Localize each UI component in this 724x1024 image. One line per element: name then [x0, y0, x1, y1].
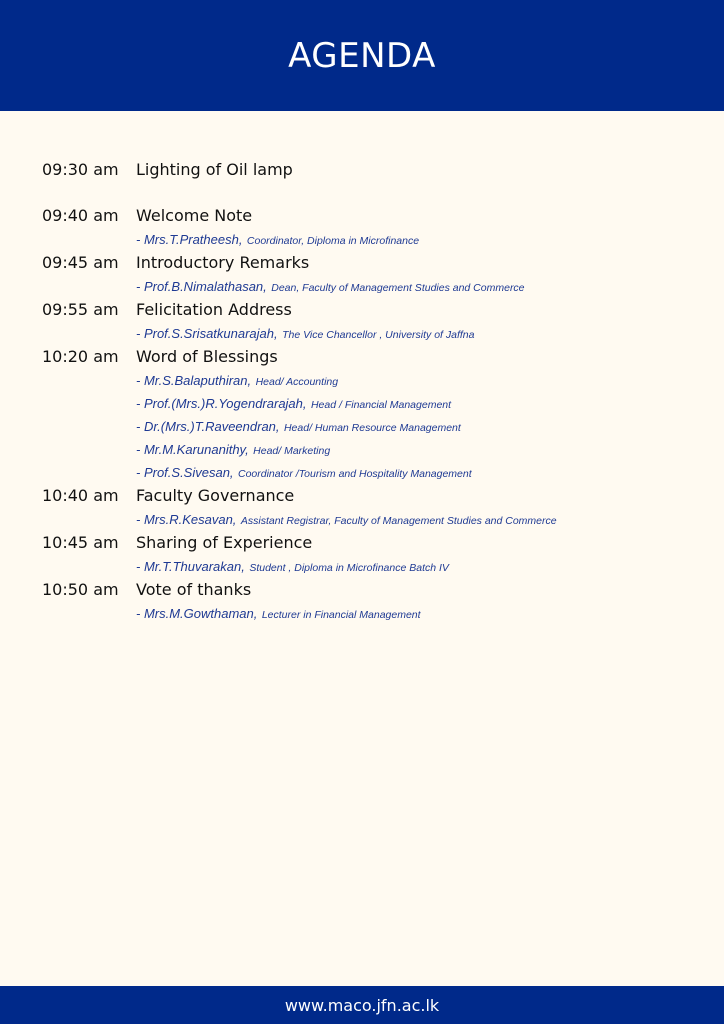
speaker-role: Lecturer in Financial Management [261, 609, 421, 621]
agenda-title: Felicitation Address [136, 300, 292, 319]
footer-banner [0, 986, 724, 1024]
agenda-item [42, 158, 682, 182]
agenda-time: 10:20 am [42, 347, 119, 366]
agenda-item [42, 531, 682, 578]
speaker-name: - Dr.(Mrs.)T.Raveendran, [136, 419, 280, 434]
speaker-role: The Vice Chancellor , University of Jaffna [282, 329, 475, 341]
speaker-name: - Prof.S.Srisatkunarajah, [136, 326, 278, 341]
speaker-name: - Mrs.M.Gowthaman, [136, 606, 258, 621]
speaker-name: - Mrs.T.Pratheesh, [136, 232, 243, 247]
speaker-line [136, 369, 682, 392]
speaker-role: Head/ Human Resource Management [283, 422, 461, 434]
speaker-line [136, 602, 682, 625]
agenda-title: Introductory Remarks [136, 253, 310, 272]
agenda-title: Word of Blessings [136, 347, 278, 366]
agenda-time: 09:30 am [42, 160, 119, 179]
speaker-role: Assistant Registrar, Faculty of Management Studies and Commerce [240, 515, 557, 527]
speaker-role: Head/ Marketing [253, 445, 331, 457]
speaker-name: - Prof.(Mrs.)R.Yogendrarajah, [136, 396, 307, 411]
speaker-line [136, 228, 682, 251]
agenda-title: Sharing of Experience [136, 533, 313, 552]
speaker-line [136, 508, 682, 531]
agenda-title: Vote of thanks [136, 580, 252, 599]
speaker-role: Head / Financial Management [310, 399, 452, 411]
speaker-line [136, 392, 682, 415]
speaker-role: Coordinator /Tourism and Hospitality Management [238, 468, 472, 480]
agenda-time: 09:40 am [42, 206, 119, 225]
header-banner [0, 0, 724, 111]
agenda-item [42, 251, 682, 298]
speaker-line [136, 555, 682, 578]
agenda-item [42, 345, 682, 484]
agenda-time: 10:45 am [42, 533, 119, 552]
agenda-time: 10:40 am [42, 486, 119, 505]
agenda-time: 10:50 am [42, 580, 119, 599]
website-url: www.maco.jfn.ac.lk [284, 995, 440, 1015]
speaker-name: - Mr.T.Thuvarakan, [136, 559, 245, 574]
agenda-item [42, 204, 682, 251]
agenda-title: Lighting of Oil lamp [136, 160, 293, 179]
speaker-line [136, 322, 682, 345]
agenda-item [42, 298, 682, 345]
speaker-name: - Prof.B.Nimalathasan, [136, 279, 267, 294]
speaker-role: Coordinator, Diploma in Microfinance [246, 235, 420, 247]
speaker-name: - Prof.S.Sivesan, [136, 465, 234, 480]
speaker-name: - Mrs.R.Kesavan, [136, 512, 237, 527]
agenda-list [42, 158, 682, 625]
speaker-line [136, 415, 682, 438]
agenda-item [42, 484, 682, 531]
page-title: AGENDA [288, 35, 436, 76]
agenda-title: Faculty Governance [136, 486, 295, 505]
speaker-name: - Mr.S.Balaputhiran, [136, 373, 252, 388]
agenda-time: 09:55 am [42, 300, 119, 319]
speaker-role: Student , Diploma in Microfinance Batch IV [249, 562, 449, 574]
speaker-line [136, 275, 682, 298]
speaker-role: Head/ Accounting [255, 376, 339, 388]
speaker-line [136, 461, 682, 484]
speaker-line [136, 438, 682, 461]
agenda-time: 09:45 am [42, 253, 119, 272]
speaker-role: Dean, Faculty of Management Studies and Commerce [271, 282, 525, 294]
agenda-item [42, 578, 682, 625]
agenda-title: Welcome Note [136, 206, 253, 225]
speaker-name: - Mr.M.Karunanithy, [136, 442, 249, 457]
